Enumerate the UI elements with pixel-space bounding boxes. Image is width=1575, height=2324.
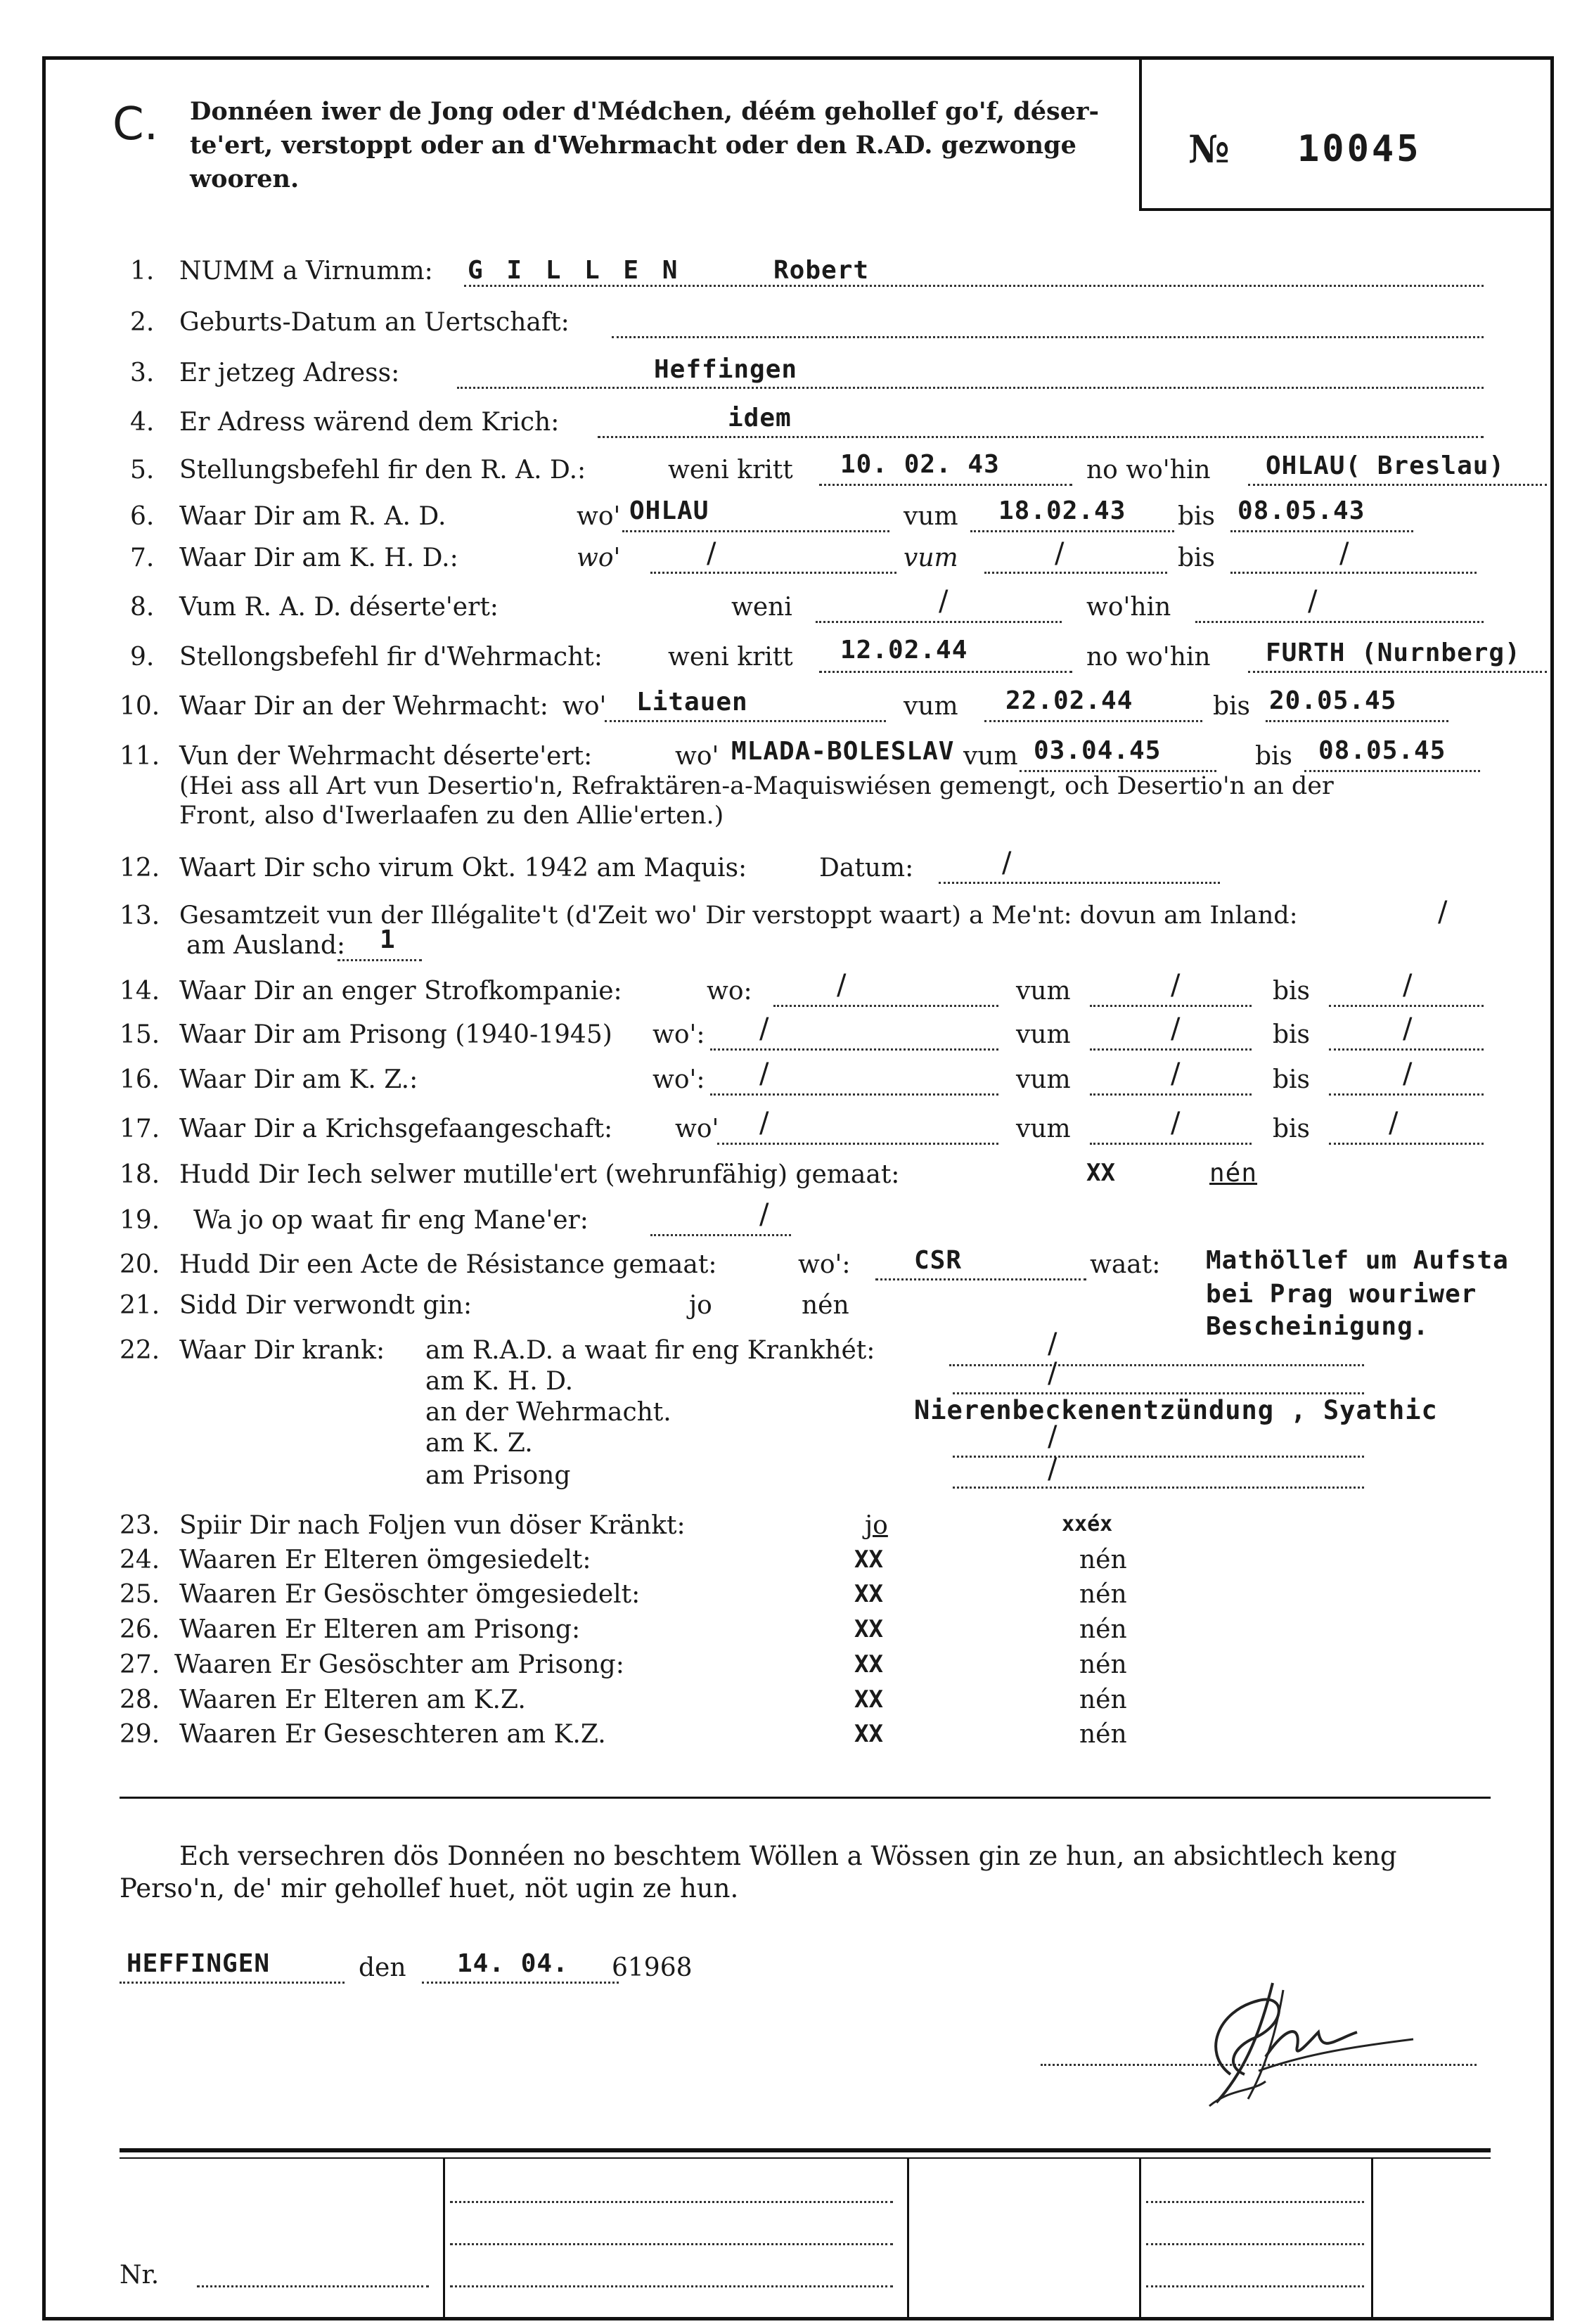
row-21-nen: nén xyxy=(802,1291,849,1320)
row-6-where: OHLAU xyxy=(629,496,709,525)
row-22-slash-5: / xyxy=(1048,1453,1058,1485)
row-29-xx: XX xyxy=(854,1720,883,1748)
col2-dots-1 xyxy=(450,2201,893,2203)
row-26-nen: nén xyxy=(1079,1615,1127,1644)
row-3-label: Er jetzeg Adress: xyxy=(179,359,400,387)
row-22-dots-5 xyxy=(953,1487,1364,1489)
row-16-slash-to: / xyxy=(1403,1058,1413,1090)
row-15-dots-from xyxy=(1090,1048,1252,1051)
row-25-xx: XX xyxy=(854,1580,883,1608)
row-11-where: MLADA-BOLESLAV xyxy=(731,737,955,766)
den-label: den xyxy=(359,1953,406,1982)
row-16-dots-where xyxy=(710,1093,998,1096)
row-14-dots-from xyxy=(1090,1005,1252,1007)
row-7-num: 7. xyxy=(130,544,155,572)
row-16-wo: wo': xyxy=(652,1065,705,1094)
row-10-label: Waar Dir an der Wehrmacht: xyxy=(179,692,548,721)
col3-dots-1 xyxy=(1146,2201,1364,2203)
row-27-nen: nén xyxy=(1079,1650,1127,1679)
row-9-dots-date xyxy=(819,671,1072,673)
date-dots xyxy=(422,1982,619,1984)
row-16-slash-where: / xyxy=(759,1058,769,1090)
row-29-label: Waaren Er Geseschteren am K.Z. xyxy=(179,1720,606,1749)
row-23-nen: xxéx xyxy=(1062,1512,1113,1536)
header-title-1: Donnéen iwer de Jong oder d'Médchen, déém gehollef go'f, déser- xyxy=(190,97,1099,126)
row-19-num: 19. xyxy=(120,1206,160,1235)
row-20-label: Hudd Dir een Acte de Résistance gemaat: xyxy=(179,1250,717,1279)
row-7-slash-where: / xyxy=(707,537,716,570)
row-22-dots-1 xyxy=(949,1364,1364,1366)
row-5-dots-where xyxy=(1248,484,1547,486)
row-7-slash-to: / xyxy=(1339,537,1349,570)
bottom-table-top-thin xyxy=(120,2157,1491,2159)
row-22-sub-3: an der Wehrmacht. xyxy=(425,1398,671,1427)
row-9-num: 9. xyxy=(130,643,155,672)
row-5-date: 10. 02. 43 xyxy=(840,450,1000,479)
row-16-vum: vum xyxy=(1016,1065,1071,1094)
row-12-datum: Datum: xyxy=(819,854,914,882)
row-17-wo: wo' xyxy=(675,1115,719,1143)
row-1-firstname: Robert xyxy=(773,256,870,285)
row-12-slash: / xyxy=(1002,847,1012,879)
row-17-slash-from: / xyxy=(1171,1107,1181,1139)
row-10-to: 20.05.45 xyxy=(1269,686,1397,715)
row-22-num: 22. xyxy=(120,1336,160,1365)
row-10-where: Litauen xyxy=(636,688,748,717)
row-22-illness: Nierenbeckenentzündung , Syathic xyxy=(914,1395,1438,1425)
row-8-num: 8. xyxy=(130,593,155,622)
row-17-slash-to: / xyxy=(1389,1107,1399,1139)
declaration-line-2: Perso'n, de' mir gehollef huet, nöt ugin ze hun. xyxy=(120,1873,739,1904)
bottom-table-col-3 xyxy=(1139,2157,1141,2317)
row-5-label: Stellungsbefehl fir den R. A. D.: xyxy=(179,456,586,484)
row-11-vum: vum xyxy=(963,742,1018,771)
row-14-wo: wo: xyxy=(707,977,752,1006)
row-15-slash-where: / xyxy=(759,1013,769,1045)
nr-dots xyxy=(197,2285,429,2287)
row-25-nen: nén xyxy=(1079,1580,1127,1609)
row-5-num: 5. xyxy=(130,456,155,484)
row-15-dots-to xyxy=(1329,1048,1484,1051)
row-12-label: Waart Dir scho virum Okt. 1942 am Maquis: xyxy=(179,854,747,882)
row-29-nen: nén xyxy=(1079,1720,1127,1749)
frame-top xyxy=(42,56,1554,60)
row-1-num: 1. xyxy=(130,257,155,285)
row-15-slash-from: / xyxy=(1171,1013,1181,1045)
col2-dots-3 xyxy=(450,2285,893,2287)
row-17-vum: vum xyxy=(1016,1115,1071,1143)
row-6-dots-to xyxy=(1230,530,1413,532)
row-17-dots-to xyxy=(1329,1143,1484,1145)
row-22-dots-4 xyxy=(953,1456,1364,1458)
row-24-label: Waaren Er Elteren ömgesiedelt: xyxy=(179,1546,591,1574)
row-5-nowohin: no wo'hin xyxy=(1086,456,1211,484)
row-6-label: Waar Dir am R. A. D. xyxy=(179,502,446,531)
row-19-dots xyxy=(650,1234,791,1236)
document-number: 10045 xyxy=(1297,128,1422,170)
row-17-dots-from xyxy=(1090,1143,1252,1145)
row-14-dots-where xyxy=(773,1005,998,1007)
row-29-num: 29. xyxy=(120,1720,160,1749)
row-16-num: 16. xyxy=(120,1065,160,1094)
row-13-label: Gesamtzeit vun der Illégalite't (d'Zeit wo' Dir verstoppt waart) a Me'nt: dovun am Inland: xyxy=(179,901,1298,930)
row-6-vum: vum xyxy=(904,502,958,531)
row-22-slash-1: / xyxy=(1048,1328,1058,1360)
row-6-dots-from xyxy=(970,530,1174,532)
row-9-date: 12.02.44 xyxy=(840,636,968,665)
row-11-num: 11. xyxy=(120,742,160,771)
row-1-surname: G I L L E N xyxy=(468,256,682,285)
row-15-vum: vum xyxy=(1016,1020,1071,1049)
row-10-dots-to xyxy=(1266,720,1448,722)
row-7-vum: vum xyxy=(904,544,958,572)
row-1-dots xyxy=(464,285,1484,287)
bottom-table-col-4 xyxy=(1371,2157,1373,2317)
row-13-slash: / xyxy=(1438,896,1448,928)
row-3-dots xyxy=(457,387,1484,389)
row-21-num: 21. xyxy=(120,1291,160,1320)
row-6-bis: bis xyxy=(1178,502,1216,531)
header-title-2: te'ert, verstoppt oder an d'Wehrmacht oder den R.AD. gezwonge xyxy=(190,131,1076,160)
row-24-num: 24. xyxy=(120,1546,160,1574)
row-20-what-2: bei Prag wouriwer xyxy=(1206,1280,1477,1309)
row-15-bis: bis xyxy=(1273,1020,1311,1049)
row-15-label: Waar Dir am Prisong (1940-1945) xyxy=(179,1020,612,1049)
row-7-bis: bis xyxy=(1178,544,1216,572)
signature-image xyxy=(1125,1934,1420,2110)
row-23-jo: jo xyxy=(865,1511,888,1540)
row-22-slash-4: / xyxy=(1048,1420,1058,1453)
row-4-address: idem xyxy=(728,404,792,432)
row-14-slash-from: / xyxy=(1171,969,1181,1001)
row-4-dots xyxy=(598,436,1484,438)
row-9-where: FURTH (Nurnberg) xyxy=(1266,638,1521,667)
row-25-label: Waaren Er Gesöschter ömgesiedelt: xyxy=(179,1580,641,1609)
row-19-label: Wa jo op waat fir eng Mane'er: xyxy=(193,1206,589,1235)
row-15-num: 15. xyxy=(120,1020,160,1049)
row-13-num: 13. xyxy=(120,901,160,930)
signature-year: 61968 xyxy=(612,1953,693,1982)
row-14-slash-where: / xyxy=(837,969,847,1001)
row-10-dots-from xyxy=(984,720,1202,722)
row-8-slash-date: / xyxy=(939,585,949,617)
row-9-nowohin: no wo'hin xyxy=(1086,643,1211,672)
row-23-label: Spiir Dir nach Foljen vun döser Kränkt: xyxy=(179,1511,686,1540)
row-9-label: Stellongsbefehl fir d'Wehrmacht: xyxy=(179,643,603,672)
row-17-slash-where: / xyxy=(759,1107,769,1139)
row-4-label: Er Adress wärend dem Krich: xyxy=(179,408,560,437)
row-6-to: 08.05.43 xyxy=(1238,496,1365,525)
row-23-num: 23. xyxy=(120,1511,160,1540)
separator-line xyxy=(120,1797,1491,1799)
row-11-note-2: Front, also d'Iwerlaafen zu den Allie'erten.) xyxy=(179,802,724,830)
row-8-slash-where: / xyxy=(1308,585,1318,617)
row-14-num: 14. xyxy=(120,977,160,1006)
bottom-table-col-2 xyxy=(907,2157,909,2317)
row-20-what-1: Mathöllef um Aufsta xyxy=(1206,1246,1509,1275)
row-10-wo: wo' xyxy=(562,692,607,721)
row-14-slash-to: / xyxy=(1403,969,1413,1001)
row-14-label: Waar Dir an enger Strofkompanie: xyxy=(179,977,622,1006)
row-11-bis: bis xyxy=(1255,742,1293,771)
row-17-num: 17. xyxy=(120,1115,160,1143)
row-21-label: Sidd Dir verwondt gin: xyxy=(179,1291,472,1320)
row-11-label: Vun der Wehrmacht déserte'ert: xyxy=(179,742,593,771)
row-8-dots-where xyxy=(1195,621,1484,623)
row-28-num: 28. xyxy=(120,1686,160,1714)
row-14-bis: bis xyxy=(1273,977,1311,1006)
row-28-label: Waaren Er Elteren am K.Z. xyxy=(179,1686,526,1714)
row-10-from: 22.02.44 xyxy=(1005,686,1133,715)
row-18-num: 18. xyxy=(120,1160,160,1189)
bottom-table-top-thick xyxy=(120,2148,1491,2152)
place-value: HEFFINGEN xyxy=(127,1949,271,1978)
row-26-num: 26. xyxy=(120,1615,160,1644)
row-21-jo: jo xyxy=(689,1291,712,1320)
row-27-xx: XX xyxy=(854,1650,883,1678)
row-16-slash-from: / xyxy=(1171,1058,1181,1090)
row-7-dots-from xyxy=(984,572,1167,574)
row-10-dots-where xyxy=(605,720,886,722)
row-3-num: 3. xyxy=(130,359,155,387)
row-17-bis: bis xyxy=(1273,1115,1311,1143)
row-11-from: 03.04.45 xyxy=(1034,736,1162,765)
row-24-nen: nén xyxy=(1079,1546,1127,1574)
frame-left xyxy=(42,56,46,2320)
col3-dots-2 xyxy=(1146,2243,1364,2245)
row-11-wo: wo' xyxy=(675,742,719,771)
row-15-wo: wo': xyxy=(652,1020,705,1049)
place-dots xyxy=(120,1982,345,1984)
col3-dots-3 xyxy=(1146,2285,1364,2287)
row-3-address: Heffingen xyxy=(654,355,798,384)
row-22-slash-2: / xyxy=(1048,1357,1058,1389)
frame-right xyxy=(1550,56,1554,2320)
row-20-waat: waat: xyxy=(1090,1250,1161,1279)
row-8-dots-date xyxy=(816,621,1062,623)
row-6-num: 6. xyxy=(130,502,155,531)
row-27-label: Waaren Er Gesöschter am Prisong: xyxy=(174,1650,624,1679)
row-7-dots-where xyxy=(650,572,896,574)
row-9-dots-where xyxy=(1248,671,1547,673)
row-4-num: 4. xyxy=(130,408,155,437)
row-11-note-1: (Hei ass all Art vun Desertio'n, Refraktären-a-Maquiswiésen gemengt, och Desertio'n an der xyxy=(179,772,1334,800)
row-19-slash: / xyxy=(759,1198,769,1231)
section-letter: C. xyxy=(112,98,159,150)
row-2-dots xyxy=(612,336,1484,338)
row-25-num: 25. xyxy=(120,1580,160,1609)
row-7-wo: wo' xyxy=(577,544,621,572)
row-10-num: 10. xyxy=(120,692,160,721)
row-16-label: Waar Dir am K. Z.: xyxy=(179,1065,418,1094)
row-20-dots-where xyxy=(875,1278,1086,1280)
row-2-num: 2. xyxy=(130,308,155,337)
row-13-ausland: am Ausland: xyxy=(186,931,346,960)
row-22-sub-5: am Prisong xyxy=(425,1461,571,1490)
row-1-label: NUMM a Virnumm: xyxy=(179,257,433,285)
nr-label: Nr. xyxy=(120,2261,160,2290)
col2-dots-2 xyxy=(450,2243,893,2245)
row-22-label: Waar Dir krank: xyxy=(179,1336,385,1365)
row-26-xx: XX xyxy=(854,1615,883,1643)
header-divider-horizontal xyxy=(1142,208,1554,211)
row-28-nen: nén xyxy=(1079,1686,1127,1714)
row-8-weni: weni xyxy=(731,593,792,622)
row-7-dots-to xyxy=(1230,572,1477,574)
row-20-what-3: Bescheinigung. xyxy=(1206,1312,1429,1341)
row-5-weni: weni kritt xyxy=(668,456,793,484)
row-16-dots-from xyxy=(1090,1093,1252,1096)
row-12-dots xyxy=(939,882,1220,884)
row-5-where: OHLAU( Breslau) xyxy=(1266,451,1505,480)
row-22-sub-4: am K. Z. xyxy=(425,1429,533,1458)
row-9-weni: weni kritt xyxy=(668,643,793,672)
row-13-ausland-value: 1 xyxy=(380,925,396,954)
row-16-bis: bis xyxy=(1273,1065,1311,1094)
frame-bottom xyxy=(42,2317,1554,2320)
bottom-table-col-1 xyxy=(443,2157,445,2317)
row-20-num: 20. xyxy=(120,1250,160,1279)
row-22-sub-1: am R.A.D. a waat fir eng Krankhét: xyxy=(425,1336,875,1365)
row-20-wo: wo': xyxy=(798,1250,851,1279)
row-27-num: 27. xyxy=(120,1650,160,1679)
row-8-wohin: wo'hin xyxy=(1086,593,1171,622)
row-17-label: Waar Dir a Krichsgefaangeschaft: xyxy=(179,1115,613,1143)
row-13-dots-ausland xyxy=(338,959,422,961)
row-14-vum: vum xyxy=(1016,977,1071,1006)
row-22-dots-2 xyxy=(953,1392,1364,1394)
row-18-nen: nén xyxy=(1209,1159,1258,1188)
row-5-dots-date xyxy=(819,484,1072,486)
row-10-bis: bis xyxy=(1213,692,1251,721)
row-7-label: Waar Dir am K. H. D.: xyxy=(179,544,458,572)
row-28-xx: XX xyxy=(854,1686,883,1714)
row-24-xx: XX xyxy=(854,1546,883,1574)
row-11-to: 08.05.45 xyxy=(1318,736,1446,765)
row-10-vum: vum xyxy=(904,692,958,721)
row-6-wo: wo' xyxy=(577,502,621,531)
header-title-3: wooren. xyxy=(190,165,300,193)
row-14-dots-to xyxy=(1329,1005,1484,1007)
row-7-slash-from: / xyxy=(1055,537,1065,570)
row-26-label: Waaren Er Elteren am Prisong: xyxy=(179,1615,581,1644)
row-18-xx: XX xyxy=(1086,1159,1115,1187)
row-6-from: 18.02.43 xyxy=(998,496,1126,525)
row-2-label: Geburts-Datum an Uertschaft: xyxy=(179,308,570,337)
declaration-line-1: Ech versechren dös Donnéen no beschtem Wöllen a Wössen gin ze hun, an absichtlech keng xyxy=(179,1841,1397,1871)
row-20-where: CSR xyxy=(914,1246,963,1275)
row-8-label: Vum R. A. D. déserte'ert: xyxy=(179,593,499,622)
row-12-num: 12. xyxy=(120,854,160,882)
row-17-dots-where xyxy=(717,1143,998,1145)
row-15-dots-where xyxy=(710,1048,998,1051)
row-6-dots-where xyxy=(622,530,889,532)
number-label: № xyxy=(1188,127,1230,172)
signature-date: 14. 04. xyxy=(457,1949,569,1978)
row-16-dots-to xyxy=(1329,1093,1484,1096)
header-divider-vertical xyxy=(1139,60,1142,211)
row-22-sub-2: am K. H. D. xyxy=(425,1367,574,1396)
row-15-slash-to: / xyxy=(1403,1013,1413,1045)
row-18-label: Hudd Dir Iech selwer mutille'ert (wehrunfähig) gemaat: xyxy=(179,1160,900,1189)
